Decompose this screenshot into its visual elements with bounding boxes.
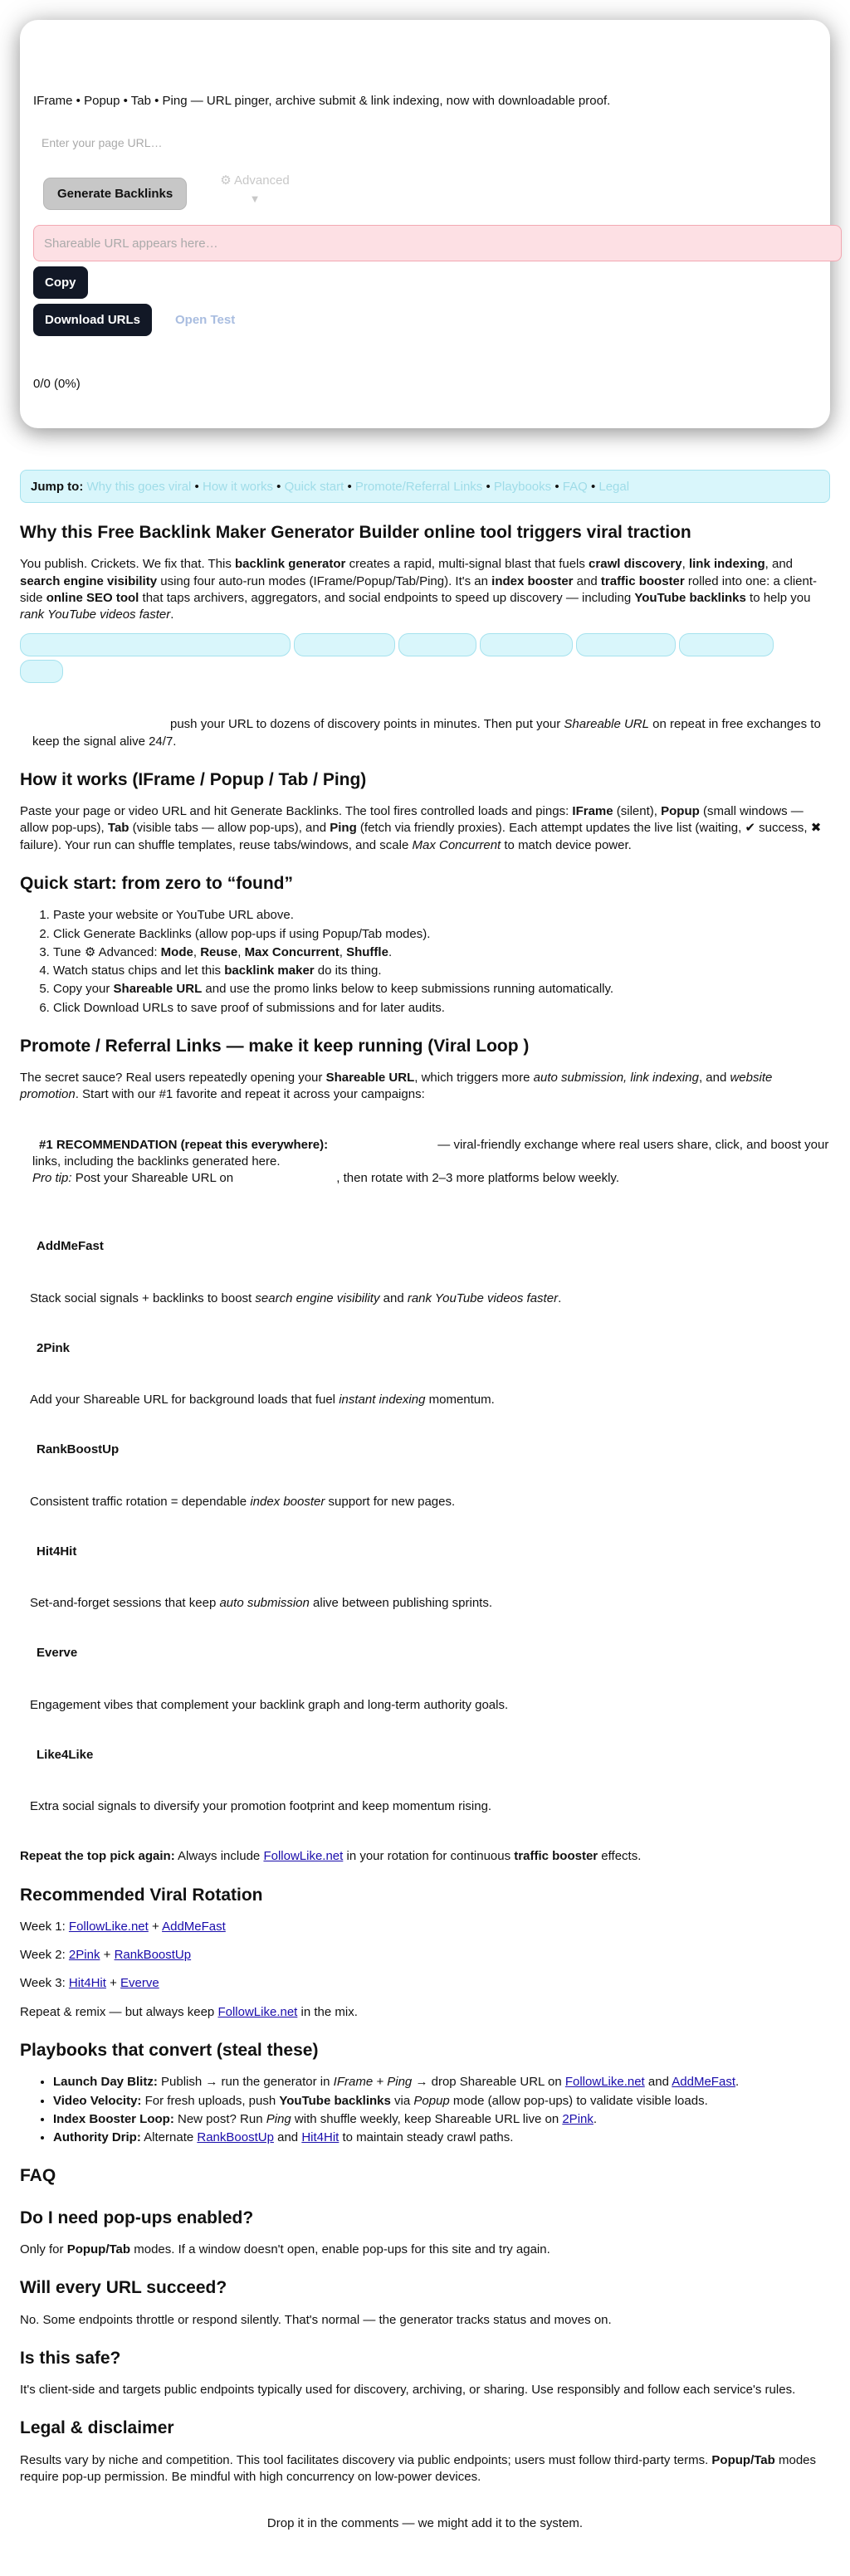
followlike-link[interactable]: FollowLike.net: [217, 2004, 298, 2019]
week-3: Week 3: Hit4Hit + Everve: [20, 1976, 159, 1991]
list-item: • Launch Day Blitz: Publish → run the generator in IFrame + Ping → drop Shareable URL on FollowLike.net and AddMeFast.: [53, 2074, 830, 2091]
everve-link[interactable]: Everve: [120, 1976, 159, 1991]
advanced-label: ⚙ Advanced: [220, 173, 290, 188]
2pink-link[interactable]: 2Pink: [68, 1948, 100, 1963]
legal-heading: Legal & disclaimer: [20, 2418, 174, 2438]
jump-link-quick-start[interactable]: Quick start: [284, 480, 344, 494]
promo-site-addmefast: [20, 1238, 830, 1307]
list-item: 1. Paste your website or YouTube URL above.: [53, 907, 830, 924]
rankboostup-link[interactable]: RankBoostUp: [114, 1948, 192, 1963]
shareable-url-field[interactable]: [33, 225, 842, 261]
week-1: Week 1: FollowLike.net + AddMeFast: [20, 1919, 226, 1934]
faq-question: Do I need pop-ups enabled?: [20, 2208, 254, 2227]
keyword-chip[interactable]: [20, 660, 63, 683]
remix-note: Repeat & remix — but always keep FollowLike.net in the mix.: [20, 2004, 358, 2019]
section-how: [20, 768, 830, 854]
list-item: 6. Click Download URLs to save proof of submissions and for later audits.: [53, 1000, 830, 1017]
site-name[interactable]: Like4Like: [37, 1747, 94, 1762]
section-why: [20, 521, 830, 750]
top-recommendation: #1 RECOMMENDATION (repeat this everywhere): — viral-friendly exchange where real users share, click, and boost your links, including the backlinks generated here. Pro tip: Post your Shareable URL on , then rotate with 2–3 more platforms below weekly.: [32, 1137, 829, 1186]
followlike-link[interactable]: FollowLike.net: [68, 1919, 149, 1934]
promo-heading: Promote / Referral Links — make it keep running (Viral Loop ): [20, 1036, 530, 1056]
legal-text: Results vary by niche and competition. This tool facilitates discovery via public endpoints; users must follow third-party terms. Popup/Tab modes require pop-up permission. Be mindful with high concurrency on low-power devices.: [20, 2452, 817, 2485]
jump-separator: •: [194, 480, 199, 494]
site-name[interactable]: AddMeFast: [37, 1239, 104, 1254]
site-name[interactable]: RankBoostUp: [37, 1442, 120, 1457]
why-heading: Why this Free Backlink Maker Generator Builder online tool triggers viral traction: [20, 523, 691, 542]
keyword-chip[interactable]: [679, 633, 774, 656]
faq-answer: No. Some endpoints throttle or respond silently. That's normal — the generator tracks status and moves on.: [20, 2312, 612, 2327]
generate-backlinks-button[interactable]: Generate Backlinks: [43, 178, 187, 210]
jump-link-playbooks[interactable]: Playbooks: [493, 480, 552, 494]
list-item: 5. Copy your Shareable URL and use the promo links below to keep submissions running automatically.: [53, 981, 830, 998]
site-description: Engagement vibes that complement your backlink graph and long-term authority goals.: [30, 1697, 509, 1712]
section-quick-start: [20, 872, 830, 1017]
faq-question: Will every URL succeed?: [20, 2278, 227, 2298]
followlike-link[interactable]: FollowLike.net: [263, 1849, 344, 1864]
list-item: 4. Watch status chips and let this backlink maker do its thing.: [53, 963, 830, 979]
section-playbooks: [20, 2039, 830, 2146]
pro-tip-label: Pro tip:: [32, 1171, 72, 1186]
quick-steps: [20, 907, 830, 1017]
jump-link-faq[interactable]: FAQ: [562, 480, 588, 494]
download-row: [33, 304, 815, 336]
site-name[interactable]: Hit4Hit: [37, 1544, 77, 1559]
followlike-link[interactable]: FollowLike.net: [564, 2075, 645, 2090]
jump-separator: •: [276, 480, 281, 494]
promo-site-hit4hit: [20, 1544, 830, 1612]
keyword-chip[interactable]: [398, 633, 476, 656]
playbooks-list: [20, 2074, 830, 2146]
page: [0, 20, 850, 2576]
hit4hit-link[interactable]: Hit4Hit: [301, 2130, 340, 2145]
list-item: • Video Velocity: For fresh uploads, push YouTube backlinks via Popup mode (allow pop-ups) to validate visible loads.: [53, 2093, 830, 2110]
site-name[interactable]: 2Pink: [37, 1340, 71, 1355]
jump-separator: •: [554, 480, 559, 494]
list-item: 3. Tune ⚙ Advanced: Mode, Reuse, Max Concurrent, Shuffle.: [53, 944, 830, 961]
keyword-chip[interactable]: [294, 633, 395, 656]
tool-subtitle: IFrame • Popup • Tab • Ping — URL pinger, archive submit & link indexing, now with downloadable proof.: [33, 94, 611, 108]
site-description: Stack social signals + backlinks to boost search engine visibility and rank YouTube videos faster.: [30, 1290, 562, 1305]
advanced-toggle[interactable]: [220, 173, 290, 206]
promo-site-rankboostup: [20, 1442, 830, 1510]
list-item: • Index Booster Loop: New post? Run Ping with shuffle weekly, keep Shareable URL live on 2Pink.: [53, 2111, 830, 2128]
keyword-chip[interactable]: [480, 633, 573, 656]
promo-site-like4like: [20, 1747, 830, 1816]
section-legal: [20, 2417, 830, 2486]
jump-link-why[interactable]: Why this goes viral: [86, 480, 192, 494]
keyword-chips: [20, 633, 808, 686]
keyword-chip[interactable]: [576, 633, 676, 656]
site-description: Consistent traffic rotation = dependable index booster support for new pages.: [30, 1494, 456, 1509]
faq-answer: It's client-side and targets public endpoints typically used for discovery, archiving, or sharing. Use responsibly and follow each service's rules.: [20, 2383, 796, 2398]
why-paragraph: You publish. Crickets. We fix that. This backlink generator creates a rapid, multi-signal blast that fuels crawl discovery, link indexing, and search engine visibility using four auto-run modes (IFrame/Popup/Tab/Ping). It's an index booster and traffic booster rolled into one: a client-side online SEO tool that taps archivers, aggregators, and social endpoints to speed up discovery — including YouTube backlinks to help you rank YouTube videos faster.: [20, 557, 818, 622]
rotation-heading: Recommended Viral Rotation: [20, 1885, 263, 1905]
section-promote: [20, 1035, 830, 1866]
recommendation-title: #1 RECOMMENDATION (repeat this everywhere):: [39, 1137, 329, 1152]
section-faq: [20, 2164, 830, 2398]
addmefast-link[interactable]: AddMeFast: [672, 2075, 735, 2090]
week-2: Week 2: 2Pink + RankBoostUp: [20, 1948, 192, 1963]
list-item: 2. Click Generate Backlinks (allow pop-ups if using Popup/Tab modes).: [53, 926, 830, 943]
list-item: • Authority Drip: Alternate RankBoostUp and Hit4Hit to maintain steady crawl paths.: [53, 2130, 830, 2146]
promo-site-2pink: [20, 1340, 830, 1409]
2pink-link[interactable]: 2Pink: [562, 2111, 594, 2126]
why-note: push your URL to dozens of discovery points in minutes. Then put your Shareable URL on repeat in free exchanges to keep the signal alive 24/7.: [32, 717, 821, 749]
keyword-chip[interactable]: [20, 633, 291, 656]
generate-row: [33, 173, 815, 210]
jump-separator: •: [486, 480, 491, 494]
copy-button[interactable]: Copy: [33, 266, 88, 299]
faq-answer: Only for Popup/Tab modes. If a window doesn't open, enable pop-ups for this site and try again.: [20, 2242, 550, 2256]
download-urls-button[interactable]: Download URLs: [33, 304, 152, 336]
jump-label: Jump to:: [31, 480, 84, 494]
jump-link-how[interactable]: How it works: [202, 480, 273, 494]
progress-counter: 0/0 (0%): [33, 377, 81, 392]
footer-note: Drop it in the comments — we might add it to the system.: [266, 2516, 584, 2531]
promo-site-everve: [20, 1645, 830, 1714]
site-description: Add your Shareable URL for background loads that fuel instant indexing momentum.: [30, 1393, 495, 1408]
section-rotation: [20, 1884, 830, 2021]
rankboostup-link[interactable]: RankBoostUp: [197, 2130, 274, 2145]
jump-separator: •: [347, 480, 352, 494]
playbooks-heading: Playbooks that convert (steal these): [20, 2040, 319, 2060]
hit4hit-link[interactable]: Hit4Hit: [68, 1976, 106, 1991]
how-paragraph: Paste your page or video URL and hit Generate Backlinks. The tool fires controlled loads and pings: IFrame (silent), Popup (small windows — allow pop-ups), Tab (visible tabs — allow pop-ups), and Ping (fetch via friendly proxies). Each attempt updates the live list (waiting, ✔ success, ✖ failure). Your run can shuffle templates, reuse tabs/windows, and scale Max Concurrent to match device power.: [20, 804, 822, 852]
faq-question: Is this safe?: [20, 2348, 121, 2368]
faq-heading: FAQ: [20, 2166, 56, 2186]
site-description: Set-and-forget sessions that keep auto submission alive between publishing sprints.: [30, 1596, 493, 1611]
how-heading: How it works (IFrame / Popup / Tab / Ping): [20, 769, 367, 789]
open-test-link[interactable]: Open Test: [175, 312, 236, 327]
repeat-top-pick: Repeat the top pick again: Always include FollowLike.net in your rotation for continuous traffic booster effects.: [20, 1849, 642, 1864]
quick-heading: Quick start: from zero to “found”: [20, 873, 294, 893]
jump-link-promote[interactable]: Promote/Referral Links: [354, 480, 483, 494]
addmefast-link[interactable]: AddMeFast: [162, 1919, 226, 1934]
site-description: Extra social signals to diversify your promotion footprint and keep momentum rising.: [30, 1799, 492, 1814]
tool-card: [20, 20, 830, 428]
chevron-down-icon: ▼: [249, 192, 261, 205]
jump-link-legal[interactable]: Legal: [598, 480, 630, 494]
site-name[interactable]: Everve: [37, 1646, 78, 1661]
jump-separator: •: [590, 480, 596, 494]
promo-intro: The secret sauce? Real users repeatedly opening your Shareable URL, which triggers more auto submission, link indexing, and website promotion. Start with our #1 favorite and repeat it across your campaigns:: [20, 1071, 773, 1102]
url-input[interactable]: [33, 133, 398, 153]
jump-nav: [20, 470, 830, 503]
